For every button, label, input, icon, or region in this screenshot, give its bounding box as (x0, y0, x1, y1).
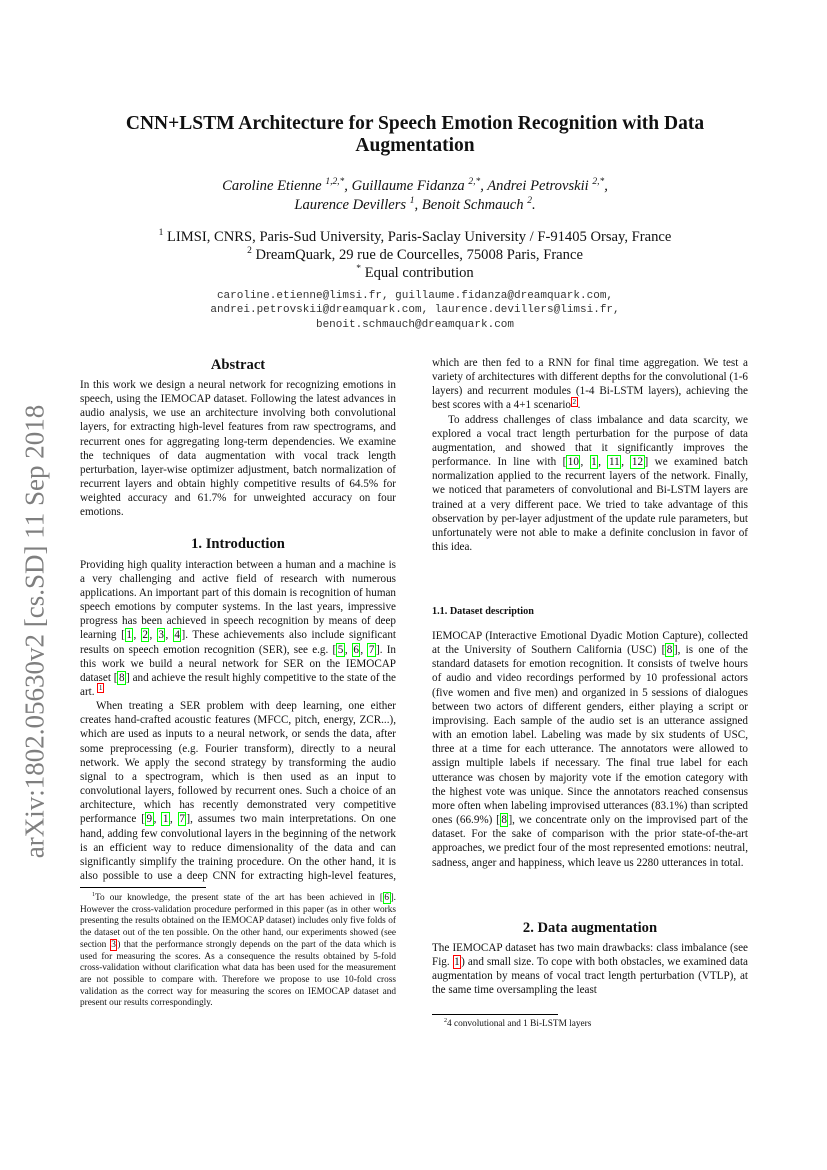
text-run: ) that the performance strongly depends on the part of the data which is used for measuring the scores. As a consequence the results obtained by 5-fold cross-validation without clarification what data has been used for the measurement are not possible to compare with. Therefore we propose to use 10-fold cross validation as the correct way for measuring the scores on IEMOCAP dataset and present our results correspondingly. (80, 939, 396, 1009)
author-name-text: Benoit Schmauch (421, 197, 524, 213)
citation-link[interactable]: 7 (179, 813, 185, 826)
author-emails (80, 289, 750, 332)
citation-link[interactable]: 1 (591, 456, 597, 469)
citation-link[interactable]: 1 (126, 629, 132, 642)
email-line: caroline.etienne@limsi.fr, guillaume.fidanza@dreamquark.com, (216, 290, 614, 302)
dataset-section (432, 605, 748, 870)
citation-link[interactable]: 6 (384, 893, 390, 903)
text-run: ], assumes two main interpretations. On one hand, adding few convolutional layers in the beginning of the network is an efficient way to reduce dimensionality of the data and can significantly simplify the training procedure. On the other hand, it is also possible to use a deep CNN for extracting high-level features, which are then fed to a RNN for final time aggregation. We test a variety of architectures with different depths for the convolutional (1-6 layers) and recurrent modules (1-4 Bi-LSTM layers), achieving the best scores with a 4+1 scenario (80, 357, 748, 882)
affiliation-marker: 1,2,* (325, 177, 345, 188)
citation-link[interactable]: 6 (353, 643, 359, 656)
text-run: ] and achieve the result highly competitive to the state of the art. (80, 671, 396, 698)
citation-link[interactable]: 8 (501, 814, 507, 827)
author-name-text: Andrei Petrovskii (487, 178, 589, 194)
introduction-heading: 1. Introduction (191, 535, 285, 552)
author-list (80, 177, 750, 215)
footnote-text (80, 893, 396, 1010)
text-run: The IEMOCAP dataset has two main drawbacks: class imbalance (see Fig. (432, 942, 748, 969)
email-line: andrei.petrovskii@dreamquark.com, laurence.devillers@limsi.fr, (210, 304, 620, 317)
text-run: To our knowledge, the present state of the art has been achieved in [ (95, 893, 383, 903)
paragraph: Providing high quality interaction between a human and a machine is a very challenging and active field of research with numerous applications. An important part of this domain is recognition of human speech emotions by computer systems. In the last years, impressive progress has been achieved in speech recognition by means of deep learning [ 1 , 2 , 3 , 4 ]. These achievements also include significant results on speech emotion recognition (SER), see e.g. [ 5 , 6 , 7 ]. In this work we build a neural network for SER on the IEMOCAP dataset [ 8 ] and achieve the result highly competitive to the state of the art. $^1$ (80, 558, 396, 698)
citation-link[interactable]: 1 (162, 813, 169, 826)
text-run: IEMOCAP (Interactive Emotional Dyadic Motion Capture), collected at the University of Southern California (USC) [ (432, 630, 748, 657)
paragraph (432, 941, 748, 998)
text-run: ]. However the cross-validation procedure performed in this paper (as in other works presenting the results obtained on the IEMOCAP dataset) includes only five folds of the dataset out of the ten possible. On the other hand, our experiments showed (see section (80, 893, 396, 950)
affiliation-marker: 2 (247, 246, 252, 257)
citation-link[interactable]: 9 (146, 813, 153, 826)
footnote-rule (432, 1014, 558, 1015)
affiliation-text: DreamQuark, 29 rue de Courcelles, 75008 Paris, France (255, 247, 583, 264)
text-run: . (577, 399, 581, 412)
text-run: ]. In this work we build a neural network for SER on the IEMOCAP dataset [ (80, 643, 396, 684)
citation-link[interactable]: 8 (118, 671, 125, 684)
authors-line-1: Caroline Etienne $^{1,2,*}$, Guillaume Fidanza $^{2,*}$, Andrei Petrovskii $^{2,*}$, (222, 177, 608, 194)
footnote-marker: 1 (92, 891, 96, 898)
affiliation-marker: 2,* (592, 177, 605, 188)
footnote-2 (432, 1019, 748, 1031)
affiliations (80, 228, 750, 283)
author-name (487, 178, 604, 194)
affiliation-text: Equal contribution (364, 265, 474, 282)
text-run: ], we concentrate only on the improvised part of the dataset. For the sake of comparison with the prior state-of-the-art approaches, we predict four of the most represented emotions: neutral, sadness, anger and happiness, which leave us 2280 utterances in total. (432, 814, 748, 869)
augmentation-section (432, 919, 748, 998)
affiliation-marker: * (356, 264, 362, 275)
affiliation-line (80, 228, 750, 246)
citation-link[interactable]: 4 (174, 629, 180, 642)
footnote-1 (80, 893, 396, 1010)
affiliation-marker: 2 (527, 196, 532, 207)
text-run: ]. These achievements also include significant results on speech emotion recognition (SER), see e.g. [ (80, 629, 396, 656)
footnote-text (432, 1019, 748, 1031)
author-name (422, 197, 532, 213)
affiliation-marker: 2,* (468, 177, 481, 188)
citation-link[interactable]: 2 (142, 629, 148, 642)
text-run: ) and small size. To cope with both obstacles, we examined data augmentation by means of vocal tract length perturbation (VTLP), at the same time oversampling the least (432, 956, 749, 997)
citation-link[interactable]: 5 (337, 643, 344, 656)
paragraph (80, 378, 396, 520)
text-run: To address challenges of class imbalance and data scarcity, we explored a vocal tract length perturbation for the purpose of data augmentation, and showed that it significantly improves the performance. In line with [ (432, 413, 748, 469)
text-run: ], is one of the standard datasets for emotion recognition. It consists of twelve hours of audio and video recordings performed by 10 professional actors (five women and five men) and organized in 5 sessions of dialogues between two actors of different genders, either playing a script or improvising. Each sample of the audio set is an utterance assigned with an emotion label. Labeling was made by six students of USC, three at a time for each utterance. The annotators were allowed to assign multiple labels if necessary. The final true label for each utterance was chosen by majority vote if the emotion category with the highest vote was unique. Since the annotators reached consensus more often when labeling improvised utterances (83.1%) than scripted ones (66.9%) [ (432, 644, 748, 827)
footnote-rule (80, 887, 206, 888)
arxiv-identifier-stamp: arXiv:1802.05630v2 [cs.SD] 11 Sep 2018 (19, 404, 50, 859)
augmentation-heading: 2. Data augmentation (522, 920, 658, 936)
affiliation-marker: 1 (409, 196, 415, 207)
author-name-text: Caroline Etienne (222, 178, 322, 194)
footnote-link[interactable]: 2 (572, 397, 577, 406)
augmentation-body (432, 941, 748, 998)
author-name (352, 178, 481, 194)
author-name-text: Laurence Devillers (294, 197, 407, 213)
abstract-body (80, 378, 396, 520)
affiliation-line (80, 264, 750, 282)
dataset-heading: 1.1. Dataset description (432, 606, 534, 617)
abstract-heading: Abstract (210, 357, 266, 373)
cross-reference-link[interactable]: 3 (111, 939, 116, 950)
authors-line-2: Laurence Devillers $^1$, Benoit Schmauch $^2$. (294, 196, 536, 213)
text-run: ] we examined batch normalization applied to the recurrent layers of the network. Finally, we noticed that parameters of convolutional and Bi-LSTM layers are trained at a very different pace. We tried to take advantage of this observation by per-layer adjustment of the update rule parameters, but unfortunately were not able to make a definite conclusion in favor of this idea. (432, 456, 748, 554)
paragraph: To address challenges of class imbalance and data scarcity, we explored a vocal tract length perturbation for the purpose of data augmentation, and showed that it significantly improves the performance. In line with [ 10 , 1 , 11 , 12 ] we examined batch normalization applied to the recurrent layers of the network. Finally, we noticed that parameters of convolutional and Bi-LSTM layers are trained at a very different pace. We tried to take advantage of this observation by per-layer adjustment of the update rule parameters, but unfortunately were not able to make a definite conclusion in favor of this idea. (432, 413, 748, 554)
email-line: benoit.schmauch@dreamquark.com (315, 318, 515, 331)
text-run: In this work we design a neural network for recognizing emotions in speech, using the IEMOCAP dataset. Following the latest advances in audio analysis, we use an architecture involving both convolutional layers, for extracting high-level features from raw spectrograms, and recurrent ones for aggregating long-term dependencies. We examine the techniques of data augmentation with vocal track length perturbation, layer-wise optimizer adjustment, batch normalization of recurrent layers and obtain highly competitive results of 64.5% for weighted accuracy and 61.7% for unweighted accuracy on four emotions. (80, 379, 396, 519)
citation-link[interactable]: 11 (608, 456, 620, 469)
citation-link[interactable]: 8 (666, 644, 673, 657)
author-name (222, 178, 344, 194)
affiliation-line (80, 246, 750, 264)
dataset-body (432, 629, 748, 870)
text-run: When treating a SER problem with deep learning, one either creates hand-crafted acoustic features (MFCC, pitch, energy, ZCR...), which are used as inputs to a neural network, or sends the data, after some preprocessing (e.g. Fourier transform), directly to a neural network. We apply the second strategy by transforming the audio signal to a spectrogram, which is then used as an input to convolutional layers, followed by recurrent ones. Such a choice of an architecture, which has recently demonstrated very competitive performance [ (80, 700, 396, 826)
citation-link[interactable]: 3 (158, 629, 164, 642)
citation-link[interactable]: 10 (567, 456, 579, 469)
footnote-marker: 2 (444, 1017, 448, 1024)
citation-link[interactable]: 7 (368, 643, 375, 656)
paragraph (432, 629, 748, 870)
paper-title: CNN+LSTM Architecture for Speech Emotion Recognition with Data Augmentation (125, 113, 705, 156)
citation-link[interactable]: 12 (631, 456, 644, 469)
text-run: 4 convolutional and 1 Bi-LSTM layers (447, 1019, 592, 1029)
author-name (294, 197, 414, 213)
cross-reference-link[interactable]: 1 (454, 956, 460, 969)
affiliation-text: LIMSI, CNRS, Paris-Sud University, Paris-Saclay University / F-91405 Orsay, France (167, 229, 672, 245)
affiliation-marker: 1 (158, 228, 164, 239)
text-run: Providing high quality interaction between a human and a machine is a very challenging and active field of research with numerous applications. An important part of this domain is recognition of human speech emotions by computer systems. In the last years, impressive progress has been achieved in speech recognition by means of deep learning [ (80, 558, 396, 642)
paragraph: When treating a SER problem with deep learning, one either creates hand-crafted acoustic features (MFCC, pitch, energy, ZCR...), which are used as inputs to a neural network, or sends the data, after some preprocessing (e.g. Fourier transform), directly to a neural network. We apply the second strategy by transforming the audio signal to a spectrogram, which is then used as an input to convolutional layers, followed by recurrent ones. Such a choice of an architecture, which has recently demonstrated very competitive performance [ 9 , 1 , 7 ], assumes two main interpretations. On one hand, adding few convolutional layers in the beginning of the network is an efficient way to reduce dimensionality of the data and can significantly simplify the training procedure. On the other hand, it is also possible to use a deep CNN for extracting high-level features, which are then fed to a RNN for final time aggregation. We test a variety of architectures with different depths for the convolutional (1-6 layers) and recurrent modules (1-4 Bi-LSTM layers), achieving the best scores with a 4+1 scenario $^2$ . (80, 357, 748, 882)
footnote-link[interactable]: 1 (98, 684, 103, 693)
author-name-text: Guillaume Fidanza (351, 178, 465, 194)
